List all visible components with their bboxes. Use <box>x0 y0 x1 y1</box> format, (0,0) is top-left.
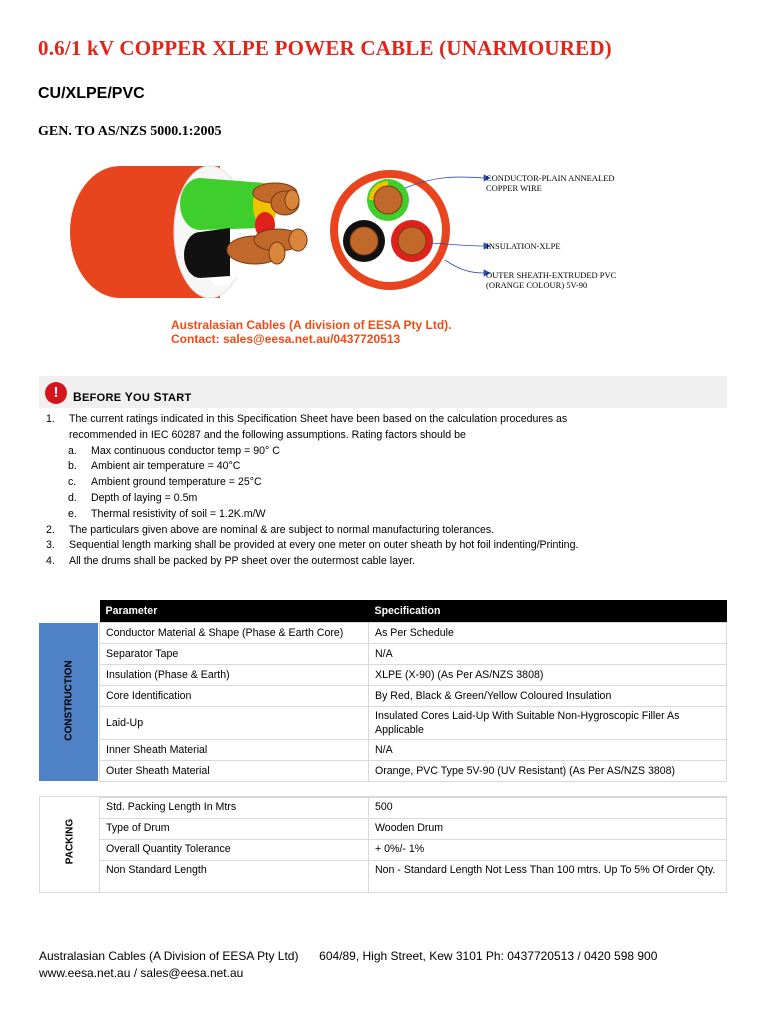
footer-line-1 <box>39 948 657 965</box>
list-item: recommended in IEC 60287 and the following assumptions. Rating factors should be <box>69 428 466 441</box>
table-row: Overall Quantity Tolerance + 0%/- 1% <box>100 840 727 861</box>
company-contact <box>171 318 452 346</box>
list-item: 2. The particulars given above are nominal & are subject to normal manufacturing tolerances. <box>46 523 495 536</box>
footer <box>39 948 657 982</box>
construction-label: CONSTRUCTION <box>63 660 75 741</box>
label-sheath: OUTER SHEATH-EXTRUDED PVC <box>486 270 617 280</box>
cable-cross-section <box>330 170 450 290</box>
list-item: 3. Sequential length marking shall be provided at every one meter on outer sheath by hot foil indenting/Printing. <box>46 539 579 552</box>
table-row: Type of Drum Wooden Drum <box>100 819 727 840</box>
list-item: e. Thermal resistivity of soil = 1.2K.m/W <box>68 507 266 520</box>
table-row: Separator Tape N/A <box>100 644 727 665</box>
label-conductor: CONDUCTOR-PLAIN ANNEALED <box>486 173 615 183</box>
table-row: Laid-Up Insulated Cores Laid-Up With Suitable Non-Hygroscopic Filler As Applicable <box>100 707 727 740</box>
list-item: 1. The current ratings indicated in this Specification Sheet have been based on the calculation procedures as <box>46 413 568 425</box>
label-conductor-2: COPPER WIRE <box>486 183 542 193</box>
list-item: c. Ambient ground temperature = 25°C <box>68 476 262 489</box>
table-row: Std. Packing Length In Mtrs 500 <box>100 798 727 819</box>
page-title: 0.6/1 kV COPPER XLPE POWER CABLE (UNARMOURED) <box>38 36 612 60</box>
label-insulation: INSULATION-XLPE <box>486 241 561 251</box>
list-item: a. Max continuous conductor temp = 90° C <box>68 444 280 457</box>
footer-company: Australasian Cables (A Division of EESA Pty Ltd) <box>39 949 299 963</box>
before-you-start-heading: BEFORE YOU START <box>73 390 192 404</box>
table-row: Conductor Material & Shape (Phase & Earth Core) As Per Schedule <box>100 623 727 644</box>
table-row: Inner Sheath Material N/A <box>100 740 727 761</box>
header-specification: Specification <box>369 600 727 623</box>
list-item: d. Depth of laying = 0.5m <box>68 491 198 504</box>
footer-address: 604/89, High Street, Kew 3101 Ph: 0437720513 / 0420 598 900 <box>319 949 658 963</box>
cable-type: CU/XLPE/PVC <box>38 85 145 102</box>
table-row: Non Standard Length Non - Standard Length Not Less Than 100 mtrs. Up To 5% Of Order Qty. <box>100 861 727 893</box>
table-header <box>100 600 727 623</box>
cable-side-view <box>70 166 307 298</box>
packing-table <box>99 797 727 893</box>
table-row: Insulation (Phase & Earth) XLPE (X-90) (As Per AS/NZS 3808) <box>100 665 727 686</box>
footer-web[interactable]: www.eesa.net.au / sales@eesa.net.au <box>39 966 244 980</box>
specification-table <box>99 600 727 782</box>
company-contact-line: Contact: sales@eesa.net.au/0437720513 <box>171 332 401 346</box>
table-row: Core Identification By Red, Black & Green/Yellow Coloured Insulation <box>100 686 727 707</box>
list-item: 4. All the drums shall be packed by PP sheet over the outermost cable layer. <box>46 555 416 568</box>
construction-side-tab <box>39 623 98 781</box>
packing-label: PACKING <box>64 818 76 865</box>
warning-icon: ! <box>45 382 67 404</box>
cable-illustration <box>60 158 660 308</box>
label-sheath-2: (ORANGE COLOUR) 5V-90 <box>486 280 588 290</box>
standard-reference: GEN. TO AS/NZS 5000.1:2005 <box>38 124 222 139</box>
company-name: Australasian Cables (A division of EESA Pty Ltd). <box>171 318 452 332</box>
header-parameter: Parameter <box>100 600 369 623</box>
notes-list <box>46 412 736 570</box>
list-item: b. Ambient air temperature = 40°C <box>68 460 241 473</box>
table-row: Outer Sheath Material Orange, PVC Type 5V-90 (UV Resistant) (As Per AS/NZS 3808) <box>100 761 727 782</box>
